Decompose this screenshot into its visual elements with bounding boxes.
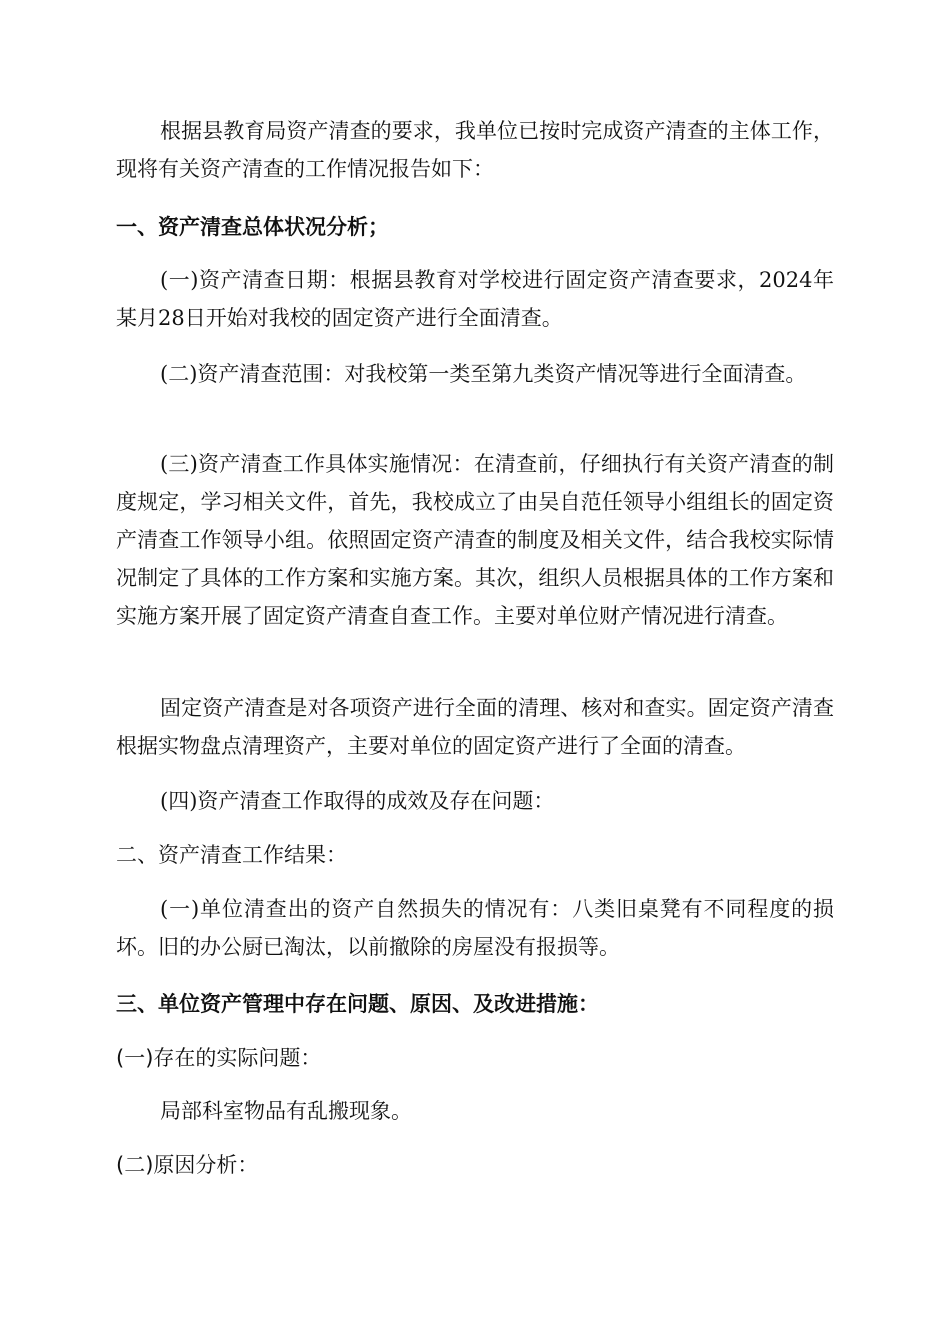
section-heading-1: 一、资产清查总体状况分析； <box>116 215 389 239</box>
paragraph-check-date: (一)资产清查日期：根据县教育对学校进行固定资产清查要求，2024年某月28日开始对我校的固定资产进行全面清查。 <box>116 268 834 330</box>
paragraph-fixed-assets: 固定资产清查是对各项资产进行全面的清理、核对和查实。固定资产清查根据实物盘点清理资产，主要对单位的固定资产进行了全面的清查。 <box>116 696 834 758</box>
paragraph-implementation: (三)资产清查工作具体实施情况：在清查前，仔细执行有关资产清查的制度规定，学习相关文件，首先，我校成立了由吴自范任领导小组组长的固定资产清查工作领导小组。依照固定资产清查的制度及相关文件，结合我校实际情况制定了具体的工作方案和实施方案。其次，组织人员根据具体的工作方案和实施方案开展了固定资产清查自查工作。主要对单位财产情况进行清查。 <box>116 452 834 628</box>
intro-paragraph: 根据县教育局资产清查的要求，我单位已按时完成资产清查的主体工作，现将有关资产清查的工作情况报告如下： <box>116 119 834 181</box>
section-heading-2: 二、资产清查工作结果： <box>116 843 347 867</box>
subheading-actual-problems: (一)存在的实际问题： <box>116 1046 322 1070</box>
paragraph-natural-loss: (一)单位清查出的资产自然损失的情况有：八类旧桌凳有不同程度的损坏。旧的办公厨已淘汰，以前撤除的房屋没有报损等。 <box>116 897 834 959</box>
paragraph-problem-detail: 局部科室物品有乱搬现象。 <box>160 1099 412 1123</box>
section-heading-3: 三、单位资产管理中存在问题、原因、及改进措施： <box>116 992 599 1016</box>
paragraph-check-scope: (二)资产清查范围：对我校第一类至第九类资产情况等进行全面清查。 <box>160 362 807 386</box>
paragraph-results-issues: (四)资产清查工作取得的成效及存在问题： <box>160 789 555 813</box>
subheading-cause-analysis: (二)原因分析： <box>116 1153 259 1177</box>
